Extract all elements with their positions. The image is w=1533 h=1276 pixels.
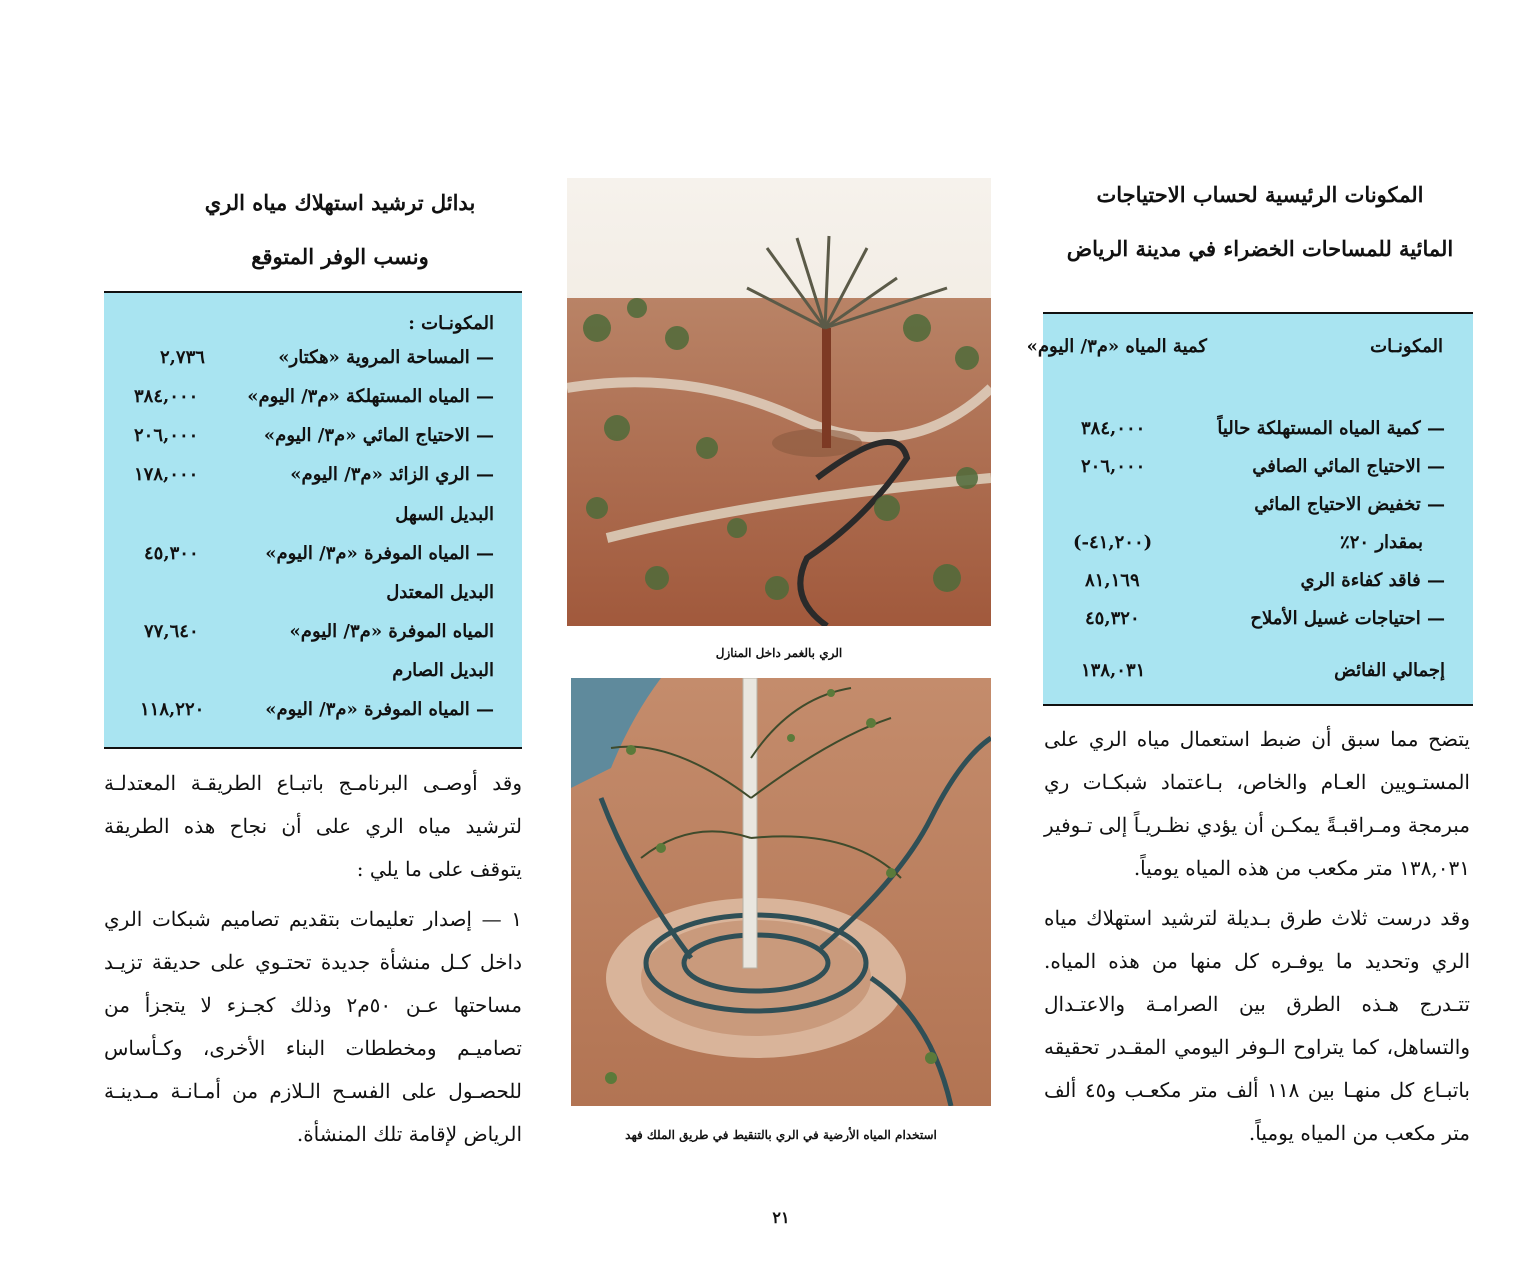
drip-irrigation-caption: استخدام المياه الأرضية في الري بالتنقيط في طريق الملك فهد (625, 1128, 937, 1142)
table-row (1043, 494, 1473, 530)
table-row (104, 347, 522, 383)
table-row (104, 699, 522, 735)
header-quantity: كمية المياه «م٣/ اليوم» (1026, 336, 1207, 357)
row-value: ٣٨٤,٠٠٠ (1081, 418, 1146, 439)
header-components: المكونـات (1370, 336, 1443, 357)
row-label: — الاحتياج المائي «م٣/ اليوم» (263, 425, 494, 446)
row-label: إجمالي الفائض (1334, 660, 1445, 681)
row-label: — المياه الموفرة «م٣/ اليوم» (265, 543, 494, 564)
table-row (1043, 418, 1473, 454)
table-row (104, 621, 522, 657)
row-value: (-٤١,٢٠٠) (1073, 532, 1153, 553)
drip-irrigation-image (571, 678, 991, 1106)
left-paragraph-2: ١ — إصدار تعليمات بتقديم تصاميم شبكات الري داخل كـل منشأة جديدة تحتـوي على حديقة تزيـد مساحتها عـن ٥٠م٢ وذلك كجـزء لا يتجزأ من تصاميـم ومخططات البناء الأخرى، وكـأساس للحصـول على الفسـح الـلازم من أمـانـة مـدينـة الرياض لإقامة تلك المنشأة. (104, 907, 523, 1146)
row-value: ٢,٧٣٦ (160, 347, 205, 368)
table-section-heading (104, 582, 522, 618)
table-row (104, 313, 522, 349)
table-header-row (1026, 336, 1473, 372)
row-label: بمقدار ٢٠٪ (1340, 532, 1423, 553)
row-label: — الاحتياج المائي الصافي (1252, 456, 1445, 477)
table-row (1043, 456, 1473, 492)
table-row (104, 543, 522, 579)
row-label: المكونـات : (408, 313, 494, 334)
row-value: ٨١,١٦٩ (1085, 570, 1140, 591)
table-row (1043, 608, 1473, 644)
row-label: — فاقد كفاءة الري (1300, 570, 1445, 591)
flood-irrigation-photo (567, 178, 991, 626)
row-label: البديل المعتدل (386, 582, 494, 603)
table-row (104, 386, 522, 422)
right-paragraph-2: وقد درست ثلاث طرق بـديلة لترشيد استهلاك مياه الري وتحديد ما يوفـره كل منها من هذه المياه. تتـدرج هـذه الطرق بين الصرامـة والاعتـدال والتساهل، كما يتراوح الـوفر اليومي المقـدر تحقيقه باتبـاع كل منهـا بين ١١٨ ألف متر مكعـب و٤٥ ألف متر مكعب من المياه يومياً. (1044, 906, 1470, 1145)
table-row (1043, 570, 1473, 606)
row-value: ١٧٨,٠٠٠ (134, 464, 199, 485)
row-value: ٧٧,٦٤٠ (144, 621, 199, 642)
row-value: ٣٨٤,٠٠٠ (134, 386, 199, 407)
row-value: ٢٠٦,٠٠٠ (134, 425, 199, 446)
left-title-line2: ونسب الوفر المتوقع (251, 244, 429, 269)
table-row (104, 425, 522, 461)
left-section-title (180, 176, 500, 284)
flood-irrigation-image (567, 178, 991, 626)
row-label: — المياه المستهلكة «م٣/ اليوم» (247, 386, 494, 407)
table-section-heading (104, 504, 522, 540)
row-label: — كمية المياه المستهلكة حالياً (1217, 418, 1445, 439)
row-value: ١١٨,٢٢٠ (140, 699, 205, 720)
right-title-line2: المائية للمساحات الخضراء في مدينة الرياض (1066, 236, 1454, 261)
water-needs-table (1026, 312, 1473, 706)
left-title-line1: بدائل ترشيد استهلاك مياه الري (204, 190, 476, 215)
row-value: ٤٥,٣٠٠ (144, 543, 199, 564)
row-label: — المياه الموفرة «م٣/ اليوم» (265, 699, 494, 720)
row-value: ٤٥,٣٢٠ (1085, 608, 1140, 629)
row-label: البديل الصارم (392, 660, 494, 681)
row-label: — المساحة المروية «هكتار» (278, 347, 494, 368)
page-number: ٢١ (772, 1208, 790, 1227)
right-title-line1: المكونات الرئيسية لحساب الاحتياجات (1096, 182, 1424, 207)
table-total-row (1043, 660, 1473, 696)
flood-irrigation-caption: الري بالغمر داخل المنازل (715, 646, 843, 660)
row-label: — الري الزائد «م٣/ اليوم» (290, 464, 494, 485)
row-label: البديل السهل (395, 504, 494, 525)
row-label: المياه الموفرة «م٣/ اليوم» (289, 621, 494, 642)
drip-irrigation-photo (571, 678, 991, 1106)
row-label: — احتياجات غسيل الأملاح (1250, 608, 1445, 629)
alternatives-table (104, 291, 522, 749)
right-paragraph-1: يتضح مما سبق أن ضبط استعمال مياه الري على المستـويين العـام والخاص، بـاعتماد شبكـات ري مبرمجة ومـراقبـةً يمكـن أن يؤدي نظـريـاً إلى تـوفير ١٣٨,٠٣١ متر مكعب من هذه المياه يومياً. (1044, 727, 1470, 880)
right-section-title (1040, 168, 1480, 276)
table-row (1043, 532, 1473, 568)
left-paragraph-1: وقد أوصـى البرنامـج باتبـاع الطريقـة المعتدلـة لترشيد مياه الري على أن نجاح هذه الطريقة يتوقف على ما يلي : (104, 771, 522, 881)
table-section-heading (104, 660, 522, 696)
row-label: — تخفيض الاحتياج المائي (1254, 494, 1445, 515)
row-value: ١٣٨,٠٣١ (1081, 660, 1146, 681)
row-value: ٢٠٦,٠٠٠ (1081, 456, 1146, 477)
table-row (104, 464, 522, 500)
